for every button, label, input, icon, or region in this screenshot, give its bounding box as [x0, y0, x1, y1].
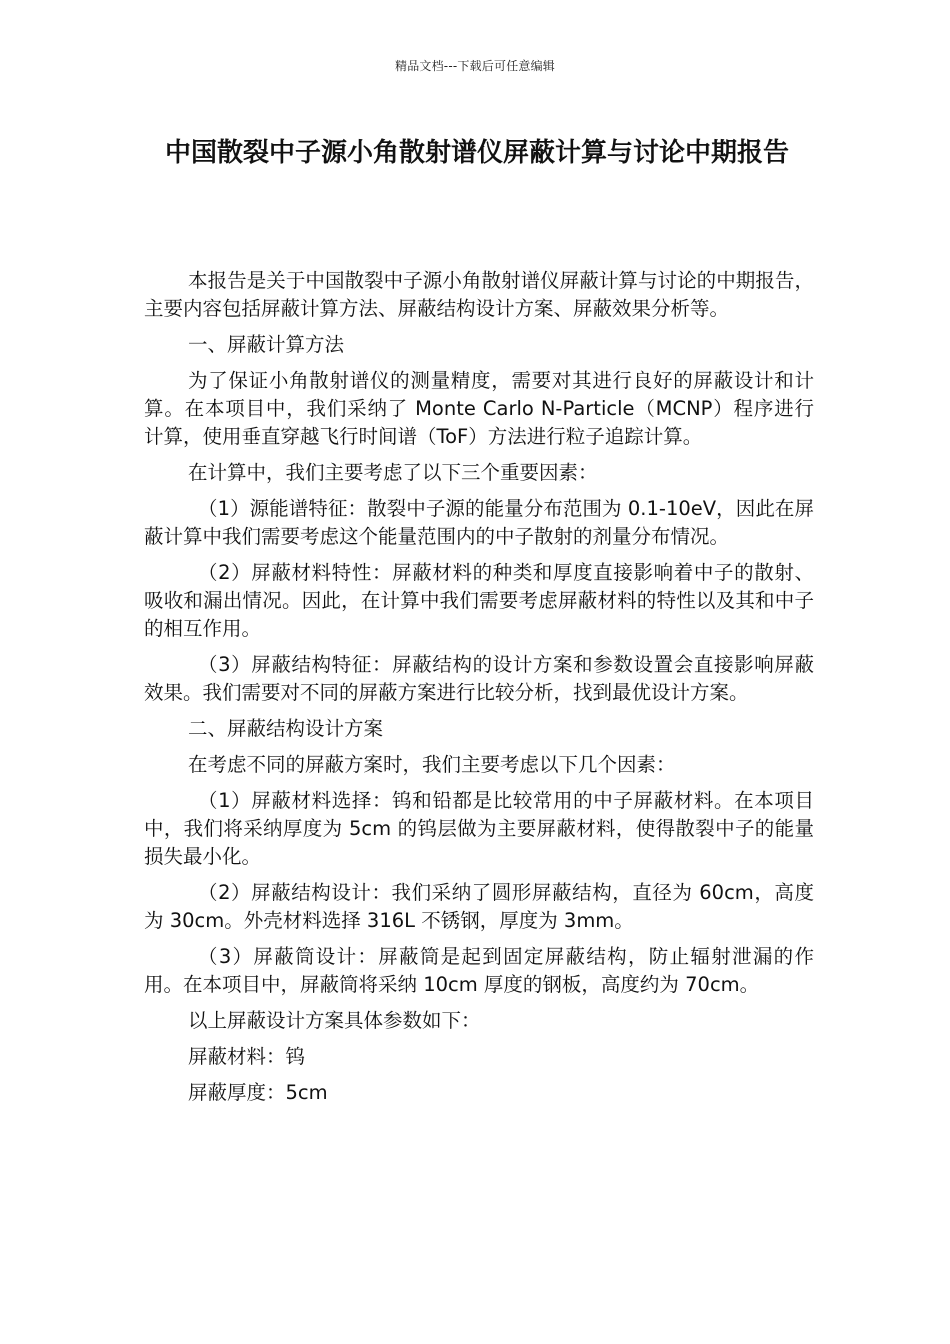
factor-source-spectrum: （1）源能谱特征：散裂中子源的能量分布范围为 0.1-10eV，因此在屏蔽计算中我们需要考虑这个能量范围内的中子散射的剂量分布情况。 — [144, 497, 814, 548]
document-title: 中国散裂中子源小角散射谱仪屏蔽计算与讨论中期报告 — [164, 138, 789, 168]
parameters-intro: 以上屏蔽设计方案具体参数如下： — [188, 1009, 481, 1032]
design-structure: （2）屏蔽结构设计：我们采纳了圆形屏蔽结构，直径为 60cm，高度为 30cm。外壳材料选择 316L 不锈钢，厚度为 3mm。 — [144, 881, 814, 932]
header-note: 精品文档---下载后可任意编辑 — [395, 59, 555, 73]
factor-shield-material: （2）屏蔽材料特性：屏蔽材料的种类和厚度直接影响着中子的散射、吸收和漏出情况。因此，在计算中我们需要考虑屏蔽材料的特性以及其和中子的相互作用。 — [144, 561, 814, 640]
document-body — [144, 267, 814, 1115]
factors-intro-paragraph: 在计算中，我们主要考虑了以下三个重要因素： — [188, 461, 598, 484]
parameter-material: 屏蔽材料：钨 — [188, 1045, 306, 1068]
section-heading-structure-design: 二、屏蔽结构设计方案 — [188, 717, 384, 740]
method-paragraph: 为了保证小角散射谱仪的测量精度，需要对其进行良好的屏蔽设计和计算。在本项目中，我们采纳了 Monte Carlo N-Particle（MCNP）程序进行计算，使用垂直穿越飞行时间谱（ToF）方法进行粒子追踪计算。 — [144, 369, 814, 448]
design-material-selection: （1）屏蔽材料选择：钨和铅都是比较常用的中子屏蔽材料。在本项目中，我们将采纳厚度为 5cm 的钨层做为主要屏蔽材料，使得散裂中子的能量损失最小化。 — [144, 789, 814, 868]
factor-shield-structure: （3）屏蔽结构特征：屏蔽结构的设计方案和参数设置会直接影响屏蔽效果。我们需要对不同的屏蔽方案进行比较分析，找到最优设计方案。 — [144, 653, 814, 704]
design-shield-cylinder: （3）屏蔽筒设计：屏蔽筒是起到固定屏蔽结构，防止辐射泄漏的作用。在本项目中，屏蔽筒将采纳 10cm 厚度的钢板，高度约为 70cm。 — [144, 945, 814, 996]
parameter-thickness: 屏蔽厚度：5cm — [188, 1081, 328, 1104]
design-factors-intro: 在考虑不同的屏蔽方案时，我们主要考虑以下几个因素： — [188, 753, 676, 776]
intro-paragraph: 本报告是关于中国散裂中子源小角散射谱仪屏蔽计算与讨论的中期报告，主要内容包括屏蔽计算方法、屏蔽结构设计方案、屏蔽效果分析等。 — [144, 269, 814, 320]
section-heading-calculation-method: 一、屏蔽计算方法 — [188, 333, 345, 356]
